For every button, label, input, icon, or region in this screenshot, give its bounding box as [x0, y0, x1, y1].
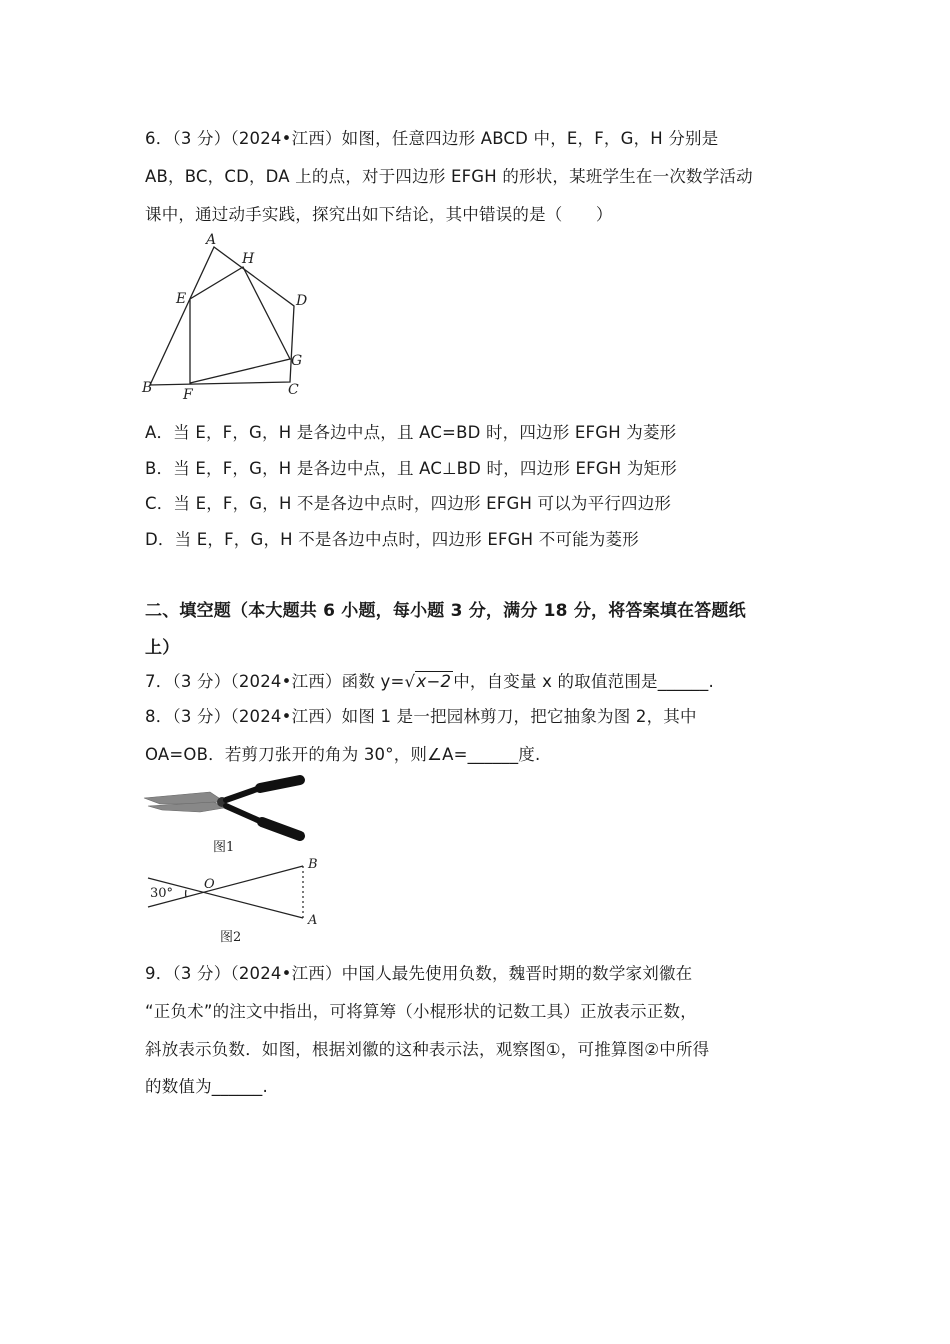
q9-line-3: 斜放表示负数．如图，根据刘徽的这种表示法，观察图①，可推算图②中所得 [145, 1040, 710, 1059]
q9-line-4: 的数值为______. [145, 1077, 268, 1096]
q9-line-2: “正负术”的注文中指出，可将算筹（小棍形状的记数工具）正放表示正数， [145, 1002, 697, 1021]
label-B-fig2: B [308, 857, 318, 872]
q7-suffix: 中，自变量 x 的取值范围是______. [453, 672, 714, 691]
section-2-heading-line-1: 二、填空题（本大题共 6 小题，每小题 3 分，满分 18 分，将答案填在答题纸 [145, 601, 746, 621]
sqrt-expression: √ x−2 [404, 672, 452, 691]
label-A-fig2: A [308, 913, 318, 928]
q6-option-c: C．当 E，F，G，H 不是各边中点时，四边形 EFGH 可以为平行四边形 [145, 494, 672, 513]
fig2-caption: 图2 [220, 930, 242, 945]
label-D: D [296, 293, 308, 309]
shears-handles [226, 780, 300, 836]
section-2-heading-line-2: 上） [145, 638, 180, 658]
label-G: G [291, 353, 303, 369]
label-F: F [183, 387, 193, 403]
label-O: O [204, 877, 215, 892]
sqrt-radicand: x−2 [416, 672, 452, 691]
q6-option-b: B．当 E，F，G，H 是各边中点，且 AC⊥BD 时，四边形 EFGH 为矩形 [145, 459, 677, 478]
q6-line-3: 课中，通过动手实践，探究出如下结论，其中错误的是（ ） [145, 205, 613, 224]
q9-line-1: 9．（3 分）（2024•江西）中国人最先使用负数，魏晋时期的数学家刘徽在 [145, 964, 693, 983]
q8-line-2: OA=OB．若剪刀张开的角为 30°，则∠A=______度. [145, 745, 541, 764]
q6-line-2: AB，BC，CD，DA 上的点，对于四边形 EFGH 的形状，某班学生在一次数学活动 [145, 167, 753, 186]
q7-line [145, 668, 714, 692]
label-A: A [206, 232, 217, 248]
label-E: E [176, 291, 187, 307]
label-H: H [242, 251, 255, 267]
quadrilateral-figure [138, 228, 318, 403]
q6-line-1: 6．（3 分）（2024•江西）如图，任意四边形 ABCD 中，E，F，G，H 分别是 [145, 129, 719, 148]
angle-label: 30° [150, 886, 174, 901]
fig1-caption: 图1 [213, 840, 235, 855]
quad-abcd [150, 247, 294, 385]
shears-blades [144, 792, 224, 812]
q6-option-d: D．当 E，F，G，H 不是各边中点时，四边形 EFGH 不可能为菱形 [145, 530, 639, 549]
q7-prefix: 7．（3 分）（2024•江西）函数 y= [145, 672, 405, 691]
scissors-abstract-figure [140, 852, 330, 950]
garden-shears-figure [140, 770, 320, 860]
q8-line-1: 8．（3 分）（2024•江西）如图 1 是一把园林剪刀，把它抽象为图 2，其中 [145, 707, 697, 726]
q6-option-a: A．当 E，F，G，H 是各边中点，且 AC=BD 时，四边形 EFGH 为菱形 [145, 423, 677, 442]
label-C: C [288, 382, 299, 398]
quad-efgh [190, 267, 290, 383]
label-B: B [142, 380, 153, 396]
